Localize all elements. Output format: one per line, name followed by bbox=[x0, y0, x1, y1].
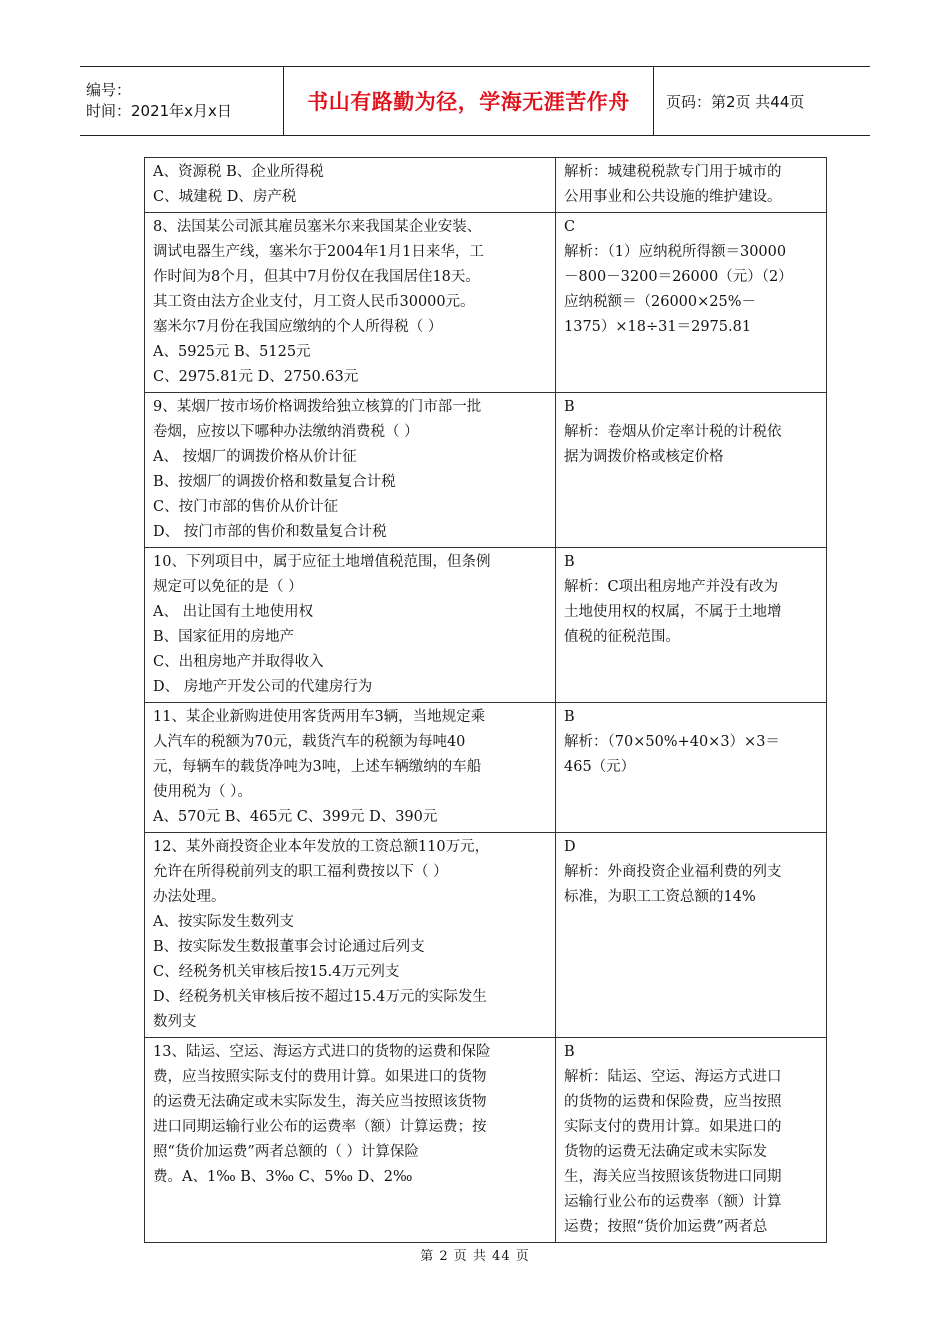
question-text-line: 使用税为（ ）。 bbox=[153, 784, 252, 800]
question-text-line: 照“货价加运费”两者总额的（ ）计算保险 bbox=[153, 1144, 419, 1160]
question-text-line: C、按门市部的售价从价计征 bbox=[153, 499, 339, 515]
answer-text-line: 土地使用权的权属，不属于土地增 bbox=[564, 604, 782, 620]
question-text-line: 进口同期运输行业公布的运费率（额）计算运费；按 bbox=[153, 1119, 487, 1135]
question-text-line: C、城建税 D、房产税 bbox=[153, 189, 297, 205]
question-text-line: 9、某烟厂按市场价格调拨给独立核算的门市部一批 bbox=[153, 399, 482, 415]
question-text-line: 塞米尔7月份在我国应缴纳的个人所得税（ ） bbox=[153, 319, 443, 335]
question-text-line: 10、下列项目中，属于应征土地增值税范围，但条例 bbox=[153, 554, 491, 570]
answer-text-line: 解析：（70×50%+40×3）×3＝ bbox=[564, 734, 780, 750]
question-text-line: 费。A、1‰ B、3‰ C、5‰ D、2‰ bbox=[153, 1169, 413, 1185]
question-text-line: 13、陆运、空运、海运方式进口的货物的运费和保险 bbox=[153, 1044, 491, 1060]
header-page-info: 页码：第2页 共44页 bbox=[666, 92, 805, 111]
answer-text-line: 的货物的运费和保险费，应当按照 bbox=[564, 1094, 782, 1110]
answer-text-line: 解析：城建税税款专门用于城市的 bbox=[564, 164, 782, 180]
question-row bbox=[145, 213, 827, 393]
answer-text-line: 解析：外商投资企业福利费的列支 bbox=[564, 864, 782, 880]
question-cell bbox=[145, 833, 556, 1038]
question-cell bbox=[145, 1038, 556, 1243]
question-text-line: D、 房地产开发公司的代建房行为 bbox=[153, 679, 373, 695]
answer-text-line: 运输行业公布的运费率（额）计算 bbox=[564, 1194, 782, 1210]
question-cell bbox=[145, 158, 556, 213]
answer-text-line: 货物的运费无法确定或未实际发 bbox=[564, 1144, 767, 1160]
question-text-line: A、 按烟厂的调拨价格从价计征 bbox=[153, 449, 357, 465]
page-footer: 第 2 页 共 44 页 bbox=[420, 1249, 530, 1264]
question-row bbox=[145, 393, 827, 548]
question-row bbox=[145, 833, 827, 1038]
question-text-line: 11、某企业新购进使用客货两用车3辆，当地规定乘 bbox=[153, 709, 486, 725]
answer-text-line: B bbox=[564, 554, 575, 570]
question-text-line: 作时间为8个月，但其中7月份仅在我国居住18天。 bbox=[153, 269, 480, 285]
question-text-line: 12、某外商投资企业本年发放的工资总额110万元， bbox=[153, 839, 490, 855]
question-cell bbox=[145, 393, 556, 548]
answer-text-line: 公用事业和公共设施的维护建设。 bbox=[564, 189, 782, 205]
question-row bbox=[145, 1038, 827, 1243]
question-cell bbox=[145, 213, 556, 393]
question-text-line: A、按实际发生数列支 bbox=[153, 914, 294, 930]
question-text-line: C、出租房地产并取得收入 bbox=[153, 654, 324, 670]
question-text-line: 费，应当按照实际支付的费用计算。如果进口的货物 bbox=[153, 1069, 487, 1085]
header-motto: 书山有路勤为径，学海无涯苦作舟 bbox=[307, 90, 630, 114]
answer-text-line: 生，海关应当按照该货物进口同期 bbox=[564, 1169, 782, 1185]
question-text-line: C、经税务机关审核后按15.4万元列支 bbox=[153, 964, 400, 980]
answer-text-line: 465（元） bbox=[564, 759, 636, 775]
question-answer-table bbox=[144, 157, 827, 1243]
answer-text-line: 标准，为职工工资总额的14% bbox=[564, 889, 756, 905]
question-text-line: A、 出让国有土地使用权 bbox=[153, 604, 314, 620]
question-text-line: B、按实际发生数报董事会讨论通过后列支 bbox=[153, 939, 425, 955]
question-text-line: B、按烟厂的调拨价格和数量复合计税 bbox=[153, 474, 396, 490]
header-motto-cell bbox=[284, 67, 654, 135]
question-text-line: A、570元 B、465元 C、399元 D、390元 bbox=[153, 809, 438, 825]
answer-cell bbox=[556, 703, 827, 833]
answer-cell bbox=[556, 548, 827, 703]
answer-text-line: 解析：卷烟从价定率计税的计税依 bbox=[564, 424, 782, 440]
answer-text-line: 解析：陆运、空运、海运方式进口 bbox=[564, 1069, 782, 1085]
answer-text-line: B bbox=[564, 399, 575, 415]
answer-text-line: 应纳税额＝（26000×25%－ bbox=[564, 294, 757, 310]
header-meta bbox=[80, 67, 284, 135]
question-text-line: 数列支 bbox=[153, 1014, 197, 1030]
answer-text-line: －800－3200＝26000（元）（2） bbox=[564, 269, 793, 285]
document-date: 时间：2021年x月x日 bbox=[86, 102, 232, 120]
question-text-line: D、 按门市部的售价和数量复合计税 bbox=[153, 524, 387, 540]
page-header bbox=[80, 66, 870, 136]
answer-cell bbox=[556, 213, 827, 393]
question-text-line: 调试电器生产线，塞米尔于2004年1月1日来华，工 bbox=[153, 244, 484, 260]
question-row bbox=[145, 548, 827, 703]
answer-text-line: 1375）×18÷31＝2975.81 bbox=[564, 319, 752, 335]
question-text-line: B、国家征用的房地产 bbox=[153, 629, 295, 645]
answer-text-line: B bbox=[564, 1044, 575, 1060]
answer-text-line: 解析：（1）应纳税所得额＝30000 bbox=[564, 244, 787, 260]
question-text-line: 8、法国某公司派其雇员塞米尔来我国某企业安装、 bbox=[153, 219, 482, 235]
answer-text-line: 据为调拨价格或核定价格 bbox=[564, 449, 724, 465]
answer-cell bbox=[556, 158, 827, 213]
question-text-line: C、2975.81元 D、2750.63元 bbox=[153, 369, 359, 385]
answer-text-line: 运费；按照“货价加运费”两者总 bbox=[564, 1219, 768, 1235]
question-text-line: 规定可以免征的是（ ） bbox=[153, 579, 303, 595]
question-text-line: A、5925元 B、5125元 bbox=[153, 344, 311, 360]
question-row bbox=[145, 703, 827, 833]
question-text-line: D、经税务机关审核后按不超过15.4万元的实际发生 bbox=[153, 989, 487, 1005]
answer-cell bbox=[556, 1038, 827, 1243]
question-text-line: A、资源税 B、企业所得税 bbox=[153, 164, 324, 180]
answer-text-line: 解析：C项出租房地产并没有改为 bbox=[564, 579, 779, 595]
question-row bbox=[145, 158, 827, 213]
question-answer-table-body bbox=[145, 158, 827, 1243]
question-text-line: 元，每辆车的载货净吨为3吨，上述车辆缴纳的车船 bbox=[153, 759, 482, 775]
document-number-label: 编号： bbox=[86, 81, 132, 99]
answer-text-line: 实际支付的费用计算。如果进口的 bbox=[564, 1119, 782, 1135]
answer-cell bbox=[556, 393, 827, 548]
header-page-info-cell bbox=[654, 67, 870, 135]
question-text-line: 人汽车的税额为70元，载货汽车的税额为每吨40 bbox=[153, 734, 466, 750]
question-cell bbox=[145, 703, 556, 833]
question-text-line: 的运费无法确定或未实际发生，海关应当按照该货物 bbox=[153, 1094, 487, 1110]
question-text-line: 办法处理。 bbox=[153, 889, 226, 905]
answer-text-line: C bbox=[564, 219, 576, 235]
answer-text-line: D bbox=[564, 839, 576, 855]
answer-text-line: 值税的征税范围。 bbox=[564, 629, 680, 645]
question-text-line: 其工资由法方企业支付，月工资人民币30000元。 bbox=[153, 294, 475, 310]
answer-text-line: B bbox=[564, 709, 575, 725]
question-text-line: 允许在所得税前列支的职工福利费按以下（ ） bbox=[153, 864, 448, 880]
answer-cell bbox=[556, 833, 827, 1038]
question-text-line: 卷烟，应按以下哪种办法缴纳消费税（ ） bbox=[153, 424, 419, 440]
question-cell bbox=[145, 548, 556, 703]
